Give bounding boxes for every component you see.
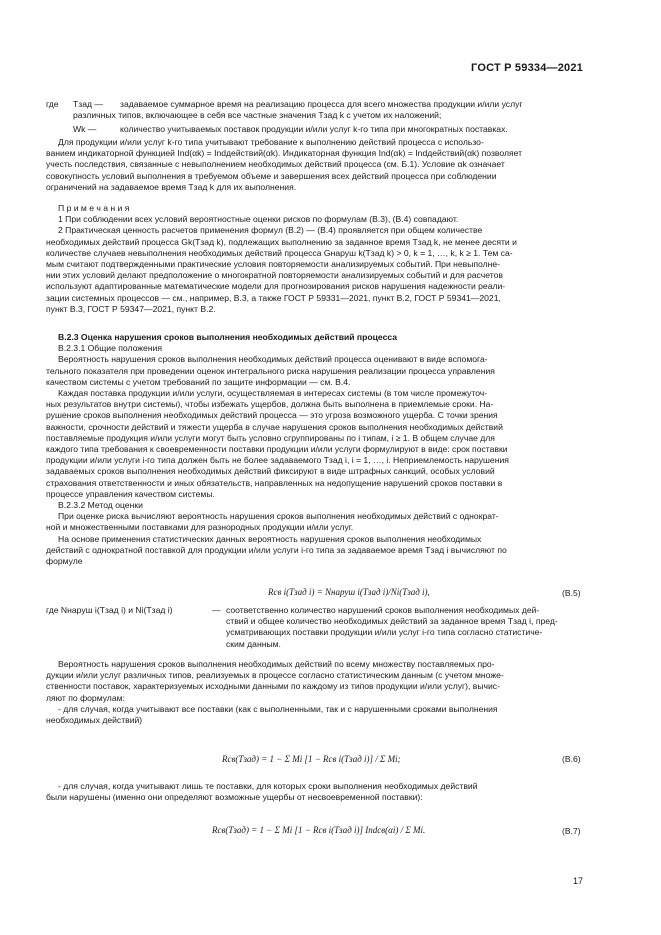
def-t-line1: задаваемое суммарное время на реализацию процесса для всего множества продукции и/или услуг — [120, 99, 523, 109]
text-line: процессе управления качеством системы. — [46, 488, 215, 499]
text-line: ных результатов внутри системы), чтобы избежать ущербов, должна быть выполнена в приемлемые сроки. На- — [46, 399, 494, 410]
formula-b5-number: (В.5) — [562, 588, 581, 598]
text-line: количестве случаев невыполнения необходимых действий процесса Gнаруш k(Тзад k) > 0, k = 1, …, k, k ≥ 1. Тем са- — [46, 247, 513, 258]
text-line: Вероятность нарушения сроков выполнения необходимых действий по всему множеству поставляемых про- — [58, 659, 495, 669]
formula-b6-number: (В.6) — [562, 754, 581, 764]
text-line: каждого типа требования к своевременности поставки продукции и/или услуги формулируют в виде: срок поставки — [46, 444, 508, 455]
text-line: качеством системы с учетом требований по защите информации — см. В.4. — [46, 376, 351, 387]
text-line: На основе применения статистических данных вероятность нарушения сроков выполнения необходимых — [58, 533, 482, 544]
text-line: необходимых действий процесса Gk(Тзад k), подлежащих выполнению за заданное время Тзад k, не менее десяти и — [46, 236, 517, 247]
text-line: учесть последствия, связанные с невыполнением необходимых действий процесса (см. Б.1). Условие αk означает — [46, 159, 505, 170]
section-b23 — [46, 332, 584, 567]
text-line: используют адаптированные математические модели для прогнозирования рисков нарушения надежности реали- — [46, 281, 506, 292]
def2-text — [226, 605, 584, 650]
def2-symbol: где Nнаруш i(Тзад i) и Ni(Тзад i) — [46, 605, 173, 615]
text-line: ванием индикаторной функцией Ind(αk) = Indдействий(αk). Индикаторная функция Ind(αk) = Indдействий(αk) позволяет — [46, 148, 523, 159]
text-line: ляют по формулам: — [46, 692, 125, 703]
section-title: В.2.3 Оценка нарушения сроков выполнения необходимых действий процесса — [58, 332, 398, 342]
paragraph-indicator — [46, 137, 584, 193]
text-line: нии этих условий делают предположение о многократной повторяемости анализируемых событий и для расчетов — [46, 270, 503, 281]
text-line: Каждая поставка продукции и/или услуги, осуществляемая в интересах системы (в том числе промежуточ- — [58, 388, 488, 399]
text-line: страхования ответственности и иных обязательств, направленных на недопущение нарушений сроков поставки в — [46, 477, 503, 488]
def2-dash: — — [212, 605, 221, 615]
text-line: - для случая, когда учитывают все поставки (как с выполненными, так и с нарушенными сроками выполнения — [58, 703, 498, 714]
text-line: зации системных процессов — см., например, В.3, а также ГОСТ Р 59331—2021, пункт В.2, ГОСТ Р 59341—2021, — [46, 292, 501, 303]
text-line: 2 Практическая ценность расчетов применения формул (В.2) — (В.4) проявляется при общем количестве — [58, 225, 483, 236]
formula-b6: Rсв(Тзад) = 1 − Σ Mi [1 − Rсв i(Тзад i)] / Σ Mi; — [222, 754, 401, 764]
formula-b7-number: (В.7) — [562, 826, 581, 836]
text-line: ствий и общее количество необходимых действий за заданное время Тзад i, пред- — [226, 616, 558, 627]
text-line: формуле — [46, 556, 83, 567]
subsection-title: В.2.3.1 Общие положения — [58, 343, 163, 354]
text-line: - для случая, когда учитывают лишь те поставки, для которых сроки выполнения необходимых действий — [58, 781, 478, 791]
text-line: мым считают подтвержденными практические условия повторяемости анализируемых событий. При невыполне- — [46, 259, 501, 270]
text-line: ограничений на задаваемое время Тзад k для их выполнения. — [46, 181, 297, 192]
def-w-text: количество учитываемых поставок продукции и/или услуг k-го типа при многократных поставках. — [120, 124, 508, 134]
text-line: Для продукции и/или услуг k-го типа учитывают требование к выполнению действий процесса с использо- — [58, 137, 484, 147]
formula-b5: Rсв i(Тзад i) = Nнаруш i(Тзад i)/Ni(Тзад i), — [268, 587, 430, 597]
text-line: рушение сроков выполнения необходимых действий процесса — это угроза возможного ущерба. С точки зрения — [46, 410, 498, 421]
text-line: были нарушены (именно они определяют возможные ущербы от несвоевременной поставки): — [46, 792, 423, 803]
text-line: ственности поставок, характеризуемых исходными данными по каждому из типов продукции и/или услуг), вычис- — [46, 681, 500, 692]
text-line: пункт В.3, ГОСТ Р 59347—2021, пункт В.2. — [46, 303, 216, 314]
notes-title: П р и м е ч а н и я — [58, 203, 130, 213]
def-t-line2: различных типов, включающее в себя все частные значения Тзад k с учетом их наложений; — [73, 110, 442, 120]
text-line: поставляемые продукция и/или услуги могут быть условно сгруппированы по i типам, i ≥ 1. В общем случае для — [46, 432, 495, 443]
page-number: 17 — [572, 876, 583, 886]
text-line: дукции и/или услуг различных типов, реализуемых в процессе согласно статистическим данным (с учетом множе- — [46, 670, 504, 681]
def-where: где — [46, 99, 59, 109]
text-line: необходимых действий) — [46, 715, 143, 726]
text-line: При оценке риска вычисляют вероятность нарушения сроков выполнения необходимых действий с однократ- — [58, 511, 499, 522]
text-line: тельного показателя при проведении оценок интегрального риска нарушения реализации процесса управления — [46, 365, 495, 376]
text-line: совокупность условий выполнения в требуемом объеме и завершения всех действий процесса при соблюдении — [46, 170, 497, 181]
subsection-title: В.2.3.2 Метод оценки — [58, 500, 143, 511]
notes-block — [46, 203, 584, 315]
text-line: соответственно количество нарушений сроков выполнения необходимых дей- — [226, 605, 540, 615]
text-line: Вероятность нарушения сроков выполнения необходимых действий процесса оценивают в виде вспомога- — [58, 354, 488, 365]
text-line: ским данным. — [226, 638, 281, 649]
def-w-symbol: Wk — — [73, 124, 97, 134]
text-line: усматривающих поставки продукции и/или услуг i-го типа согласно статистиче- — [226, 627, 543, 638]
paragraph-violated — [46, 781, 584, 803]
text-line: важности, срочности действий и тяжести ущерба в случае нарушения сроков выполнения необходимых действий — [46, 421, 503, 432]
text-line: ной и множественными поставками для разнородных продукции и/или услуг. — [46, 522, 354, 533]
text-line: действий с однократной поставкой для продукции и/или услуги i-го типа за задаваемое время Тзад i вычисляют по — [46, 544, 507, 555]
paragraph-multiple — [46, 659, 584, 726]
document-header: ГОСТ Р 59334—2021 — [471, 62, 583, 74]
text-line: продукции и/или услуги i-го типа должен быть не более задаваемого Тзад i, i = 1, …, i. Неприемлемость нарушения — [46, 455, 509, 466]
note-1: 1 При соблюдении всех условий вероятностные оценки рисков по формулам (В.3), (В.4) совпадают. — [58, 214, 459, 225]
def-t-symbol: Тзад — — [73, 99, 103, 109]
text-line: задаваемых сроков выполнения необходимых действий фиксируют в виде штрафных санкций, особых условий — [46, 466, 495, 477]
formula-b7: Rсв(Тзад) = 1 − Σ Mi [1 − Rсв i(Тзад i)] Indсв(αi) / Σ Mi. — [212, 825, 426, 835]
